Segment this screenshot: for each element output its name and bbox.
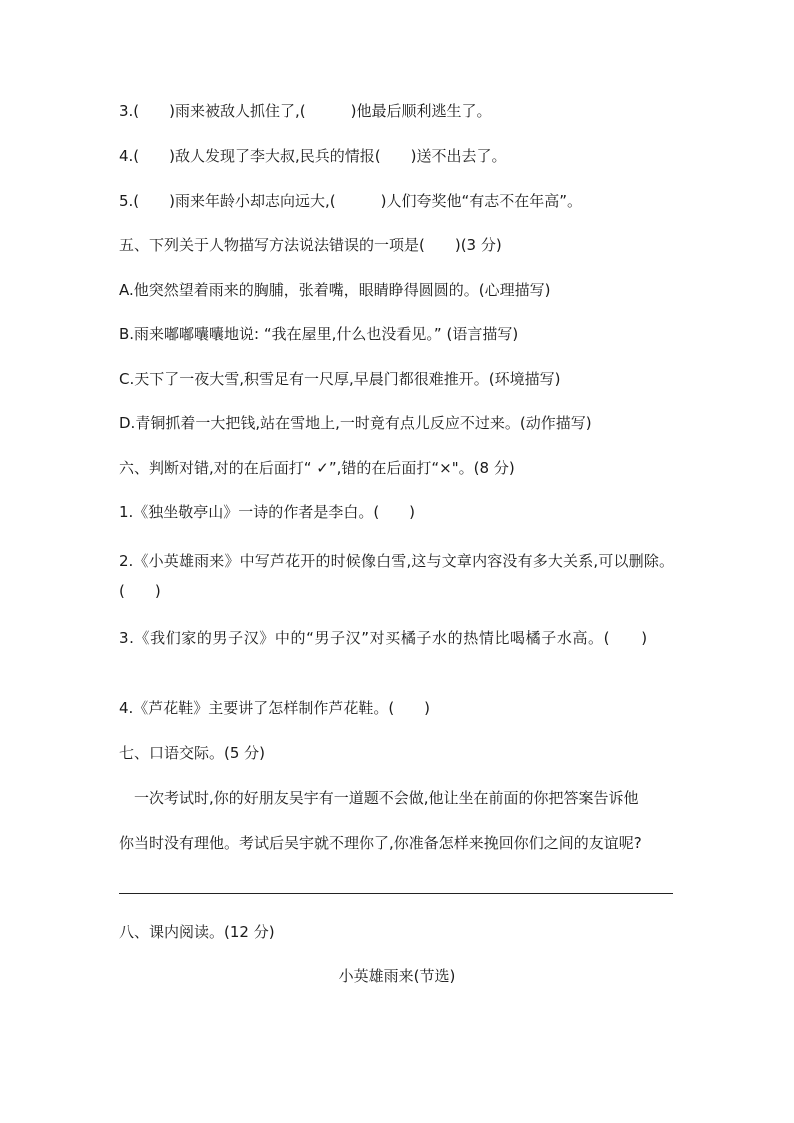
judge-item-4: 4.《芦花鞋》主要讲了怎样制作芦花鞋。( ) [119, 699, 431, 717]
judge-item-2: 2.《小英雄雨来》中写芦花开的时候像白雪,这与文章内容没有多大关系,可以删除。( ) [119, 552, 674, 600]
option-b: B.雨来嘟嘟囔囔地说: “我在屋里,什么也没看见。” (语言描写) [119, 325, 519, 343]
section-7-title: 七、口语交际。(5 分) [119, 744, 266, 762]
passage-title: 小英雄雨来(节选) [338, 967, 456, 985]
option-d: D.青铜抓着一大把钱,站在雪地上,一时竟有点儿反应不过来。(动作描写) [119, 414, 592, 432]
option-c: C.天下了一夜大雪,积雪足有一尺厚,早晨门都很难推开。(环境描写) [119, 370, 561, 388]
section-7-prompt-line-2: 你当时没有理他。考试后吴宇就不理你了,你准备怎样来挽回你们之间的友谊呢? [119, 834, 642, 852]
option-a: A.他突然望着雨来的胸脯，张着嘴，眼睛睁得圆圆的。(心理描写) [119, 281, 551, 299]
judge-item-3: 3.《我们家的男子汉》中的“男子汉”对买橘子水的热情比喝橘子水高。( ) [119, 629, 648, 647]
question-item-3: 3.( )雨来被敌人抓住了,( )他最后顺利逃生了。 [119, 102, 492, 120]
question-item-4: 4.( )敌人发现了李大叔,民兵的情报( )送不出去了。 [119, 147, 507, 165]
section-8-title: 八、课内阅读。(12 分) [119, 923, 275, 941]
section-6-title: 六、判断对错,对的在后面打“ ✓”,错的在后面打“×"。(8 分) [119, 459, 515, 477]
section-7-prompt-line-1: 一次考试时,你的好朋友吴宇有一道题不会做,他让坐在前面的你把答案告诉他 [119, 789, 639, 807]
question-item-5: 5.( )雨来年龄小却志向远大,( )人们夸奖他“有志不在年高”。 [119, 192, 583, 210]
section-5-title: 五、下列关于人物描写方法说法错误的一项是( )(3 分) [119, 236, 502, 254]
answer-line [119, 893, 673, 894]
judge-item-1: 1.《独坐敬亭山》一诗的作者是李白。( ) [119, 503, 416, 521]
